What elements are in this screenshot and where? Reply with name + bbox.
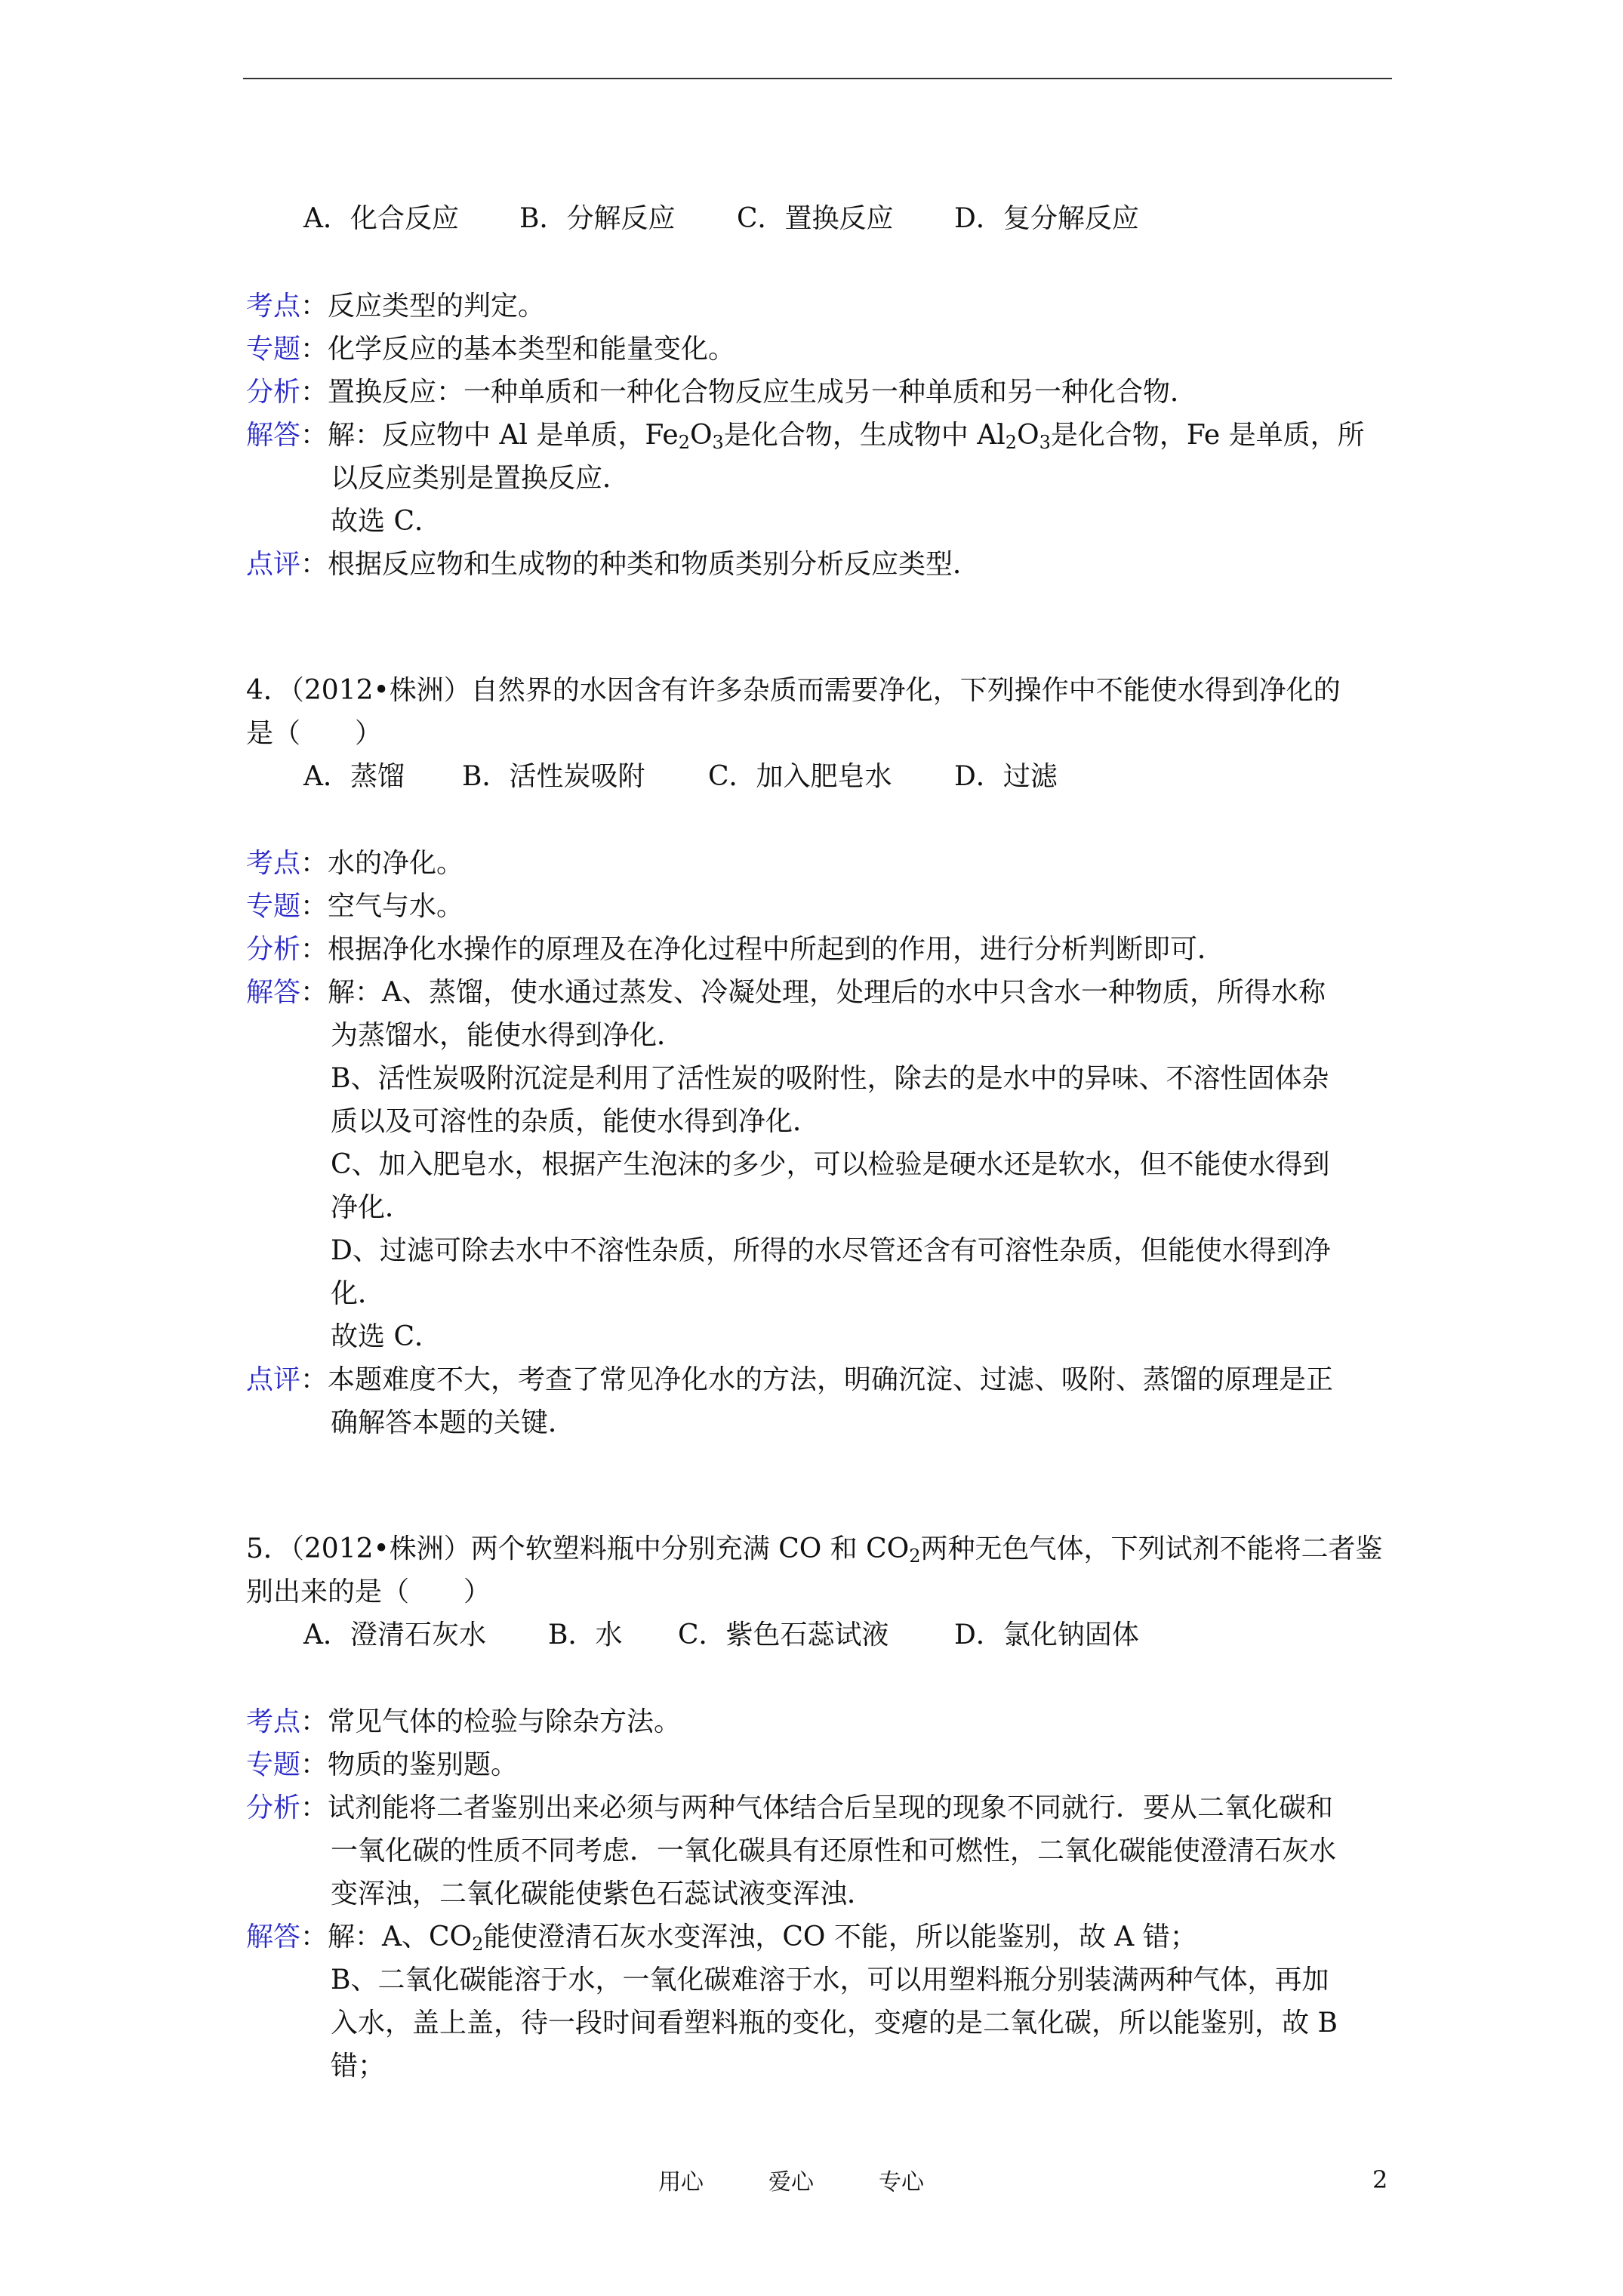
q5-option-a: A．澄清石灰水: [303, 1620, 486, 1650]
q4-dianping-line-2: 确解答本题的关键．: [331, 1407, 576, 1438]
q3-dianping: 点评：根据反应物和生成物的种类和物质类别分析反应类型．: [246, 549, 981, 580]
q5-fenxi-line-3: 变浑浊，二氧化碳能使紫色石蕊试液变浑浊．: [331, 1878, 875, 1909]
q4-stem-line-2: 是（ ）: [246, 718, 383, 749]
q3-zhuanti: 专题：化学反应的基本类型和能量变化。: [246, 334, 736, 365]
footer-item-2: 爱心: [768, 2169, 814, 2196]
q5-option-d: D．氯化钠固体: [954, 1620, 1139, 1650]
q5-zhuanti: 专题：物质的鉴别题。: [246, 1749, 519, 1780]
q4-jieda-line-3: B、活性炭吸附沉淀是利用了活性炭的吸附性，除去的是水中的异味、不溶性固体杂: [331, 1063, 1329, 1094]
fenxi-label: 分析: [246, 1792, 301, 1823]
q4-stem-line-1: 4．（2012•株洲）自然界的水因含有许多杂质而需要净化，下列操作中不能使水得到净化的: [246, 675, 1341, 706]
q3-fenxi: 分析：置换反应：一种单质和一种化合物反应生成另一种单质和另一种化合物．: [246, 377, 1198, 408]
q3-option-d: D．复分解反应: [954, 203, 1139, 234]
footer-item-3: 专心: [879, 2169, 924, 2196]
kaodian-label: 考点: [246, 848, 301, 879]
fenxi-label: 分析: [246, 377, 301, 408]
q5-jieda-line-4: 错；: [331, 2051, 386, 2082]
q4-dianping: 点评：本题难度不大，考查了常见净化水的方法，明确沉淀、过滤、吸附、蒸馏的原理是正: [246, 1364, 1334, 1395]
jieda-label: 解答: [246, 1922, 301, 1952]
q5-stem-line-1: 5．（2012•株洲）两个软塑料瓶中分别充满 CO 和 $CO_2$两种无色气体，下列试剂不能将二者鉴: [246, 1533, 1383, 1567]
q4-jieda-line-6: 净化．: [331, 1192, 413, 1223]
q4-jieda-line-4: 质以及可溶性的杂质，能使水得到净化．: [331, 1106, 821, 1137]
q5-option-b: B．水: [548, 1620, 623, 1650]
q4-option-a: A．蒸馏: [303, 761, 405, 792]
q4-jieda-line-7: D、过滤可除去水中不溶性杂质，所得的水尽管还含有可溶性杂质，但能使水得到净: [331, 1235, 1331, 1266]
q4-zhuanti: 专题：空气与水。: [246, 891, 464, 922]
q5-stem-line-2: 别出来的是（ ）: [246, 1576, 491, 1607]
fenxi-label: 分析: [246, 934, 301, 965]
header-rule: [243, 78, 1392, 79]
q4-jieda: 解答：解：A、蒸馏，使水通过蒸发、冷凝处理，处理后的水中只含水一种物质，所得水称: [246, 977, 1326, 1008]
q5-jieda: 解答：解：A、$CO_2$能使澄清石灰水变浑浊，CO 不能，所以能鉴别，故 A 错；: [246, 1922, 1197, 1955]
q4-option-c: C．加入肥皂水: [708, 761, 892, 792]
page-number: 2: [1372, 2165, 1388, 2194]
q4-kaodian: 考点：水的净化。: [246, 848, 464, 879]
q4-jieda-line-8: 化．: [331, 1278, 386, 1309]
zhuanti-label: 专题: [246, 334, 301, 365]
q5-fenxi: 分析：试剂能将二者鉴别出来必须与两种气体结合后呈现的现象不同就行．要从二氧化碳和: [246, 1792, 1334, 1823]
q5-jieda-line-3: 入水，盖上盖，待一段时间看塑料瓶的变化，变瘪的是二氧化碳，所以能鉴别，故 B: [331, 2008, 1338, 2039]
jieda-label: 解答: [246, 977, 301, 1008]
q3-option-c: C．置换反应: [737, 203, 894, 234]
q3-kaodian: 考点：反应类型的判定。: [246, 291, 546, 322]
q4-option-d: D．过滤: [954, 761, 1058, 792]
q4-jieda-line-5: C、加入肥皂水，根据产生泡沫的多少，可以检验是硬水还是软水，但不能使水得到: [331, 1149, 1330, 1180]
q3-jieda-line-2: 以反应类别是置换反应．: [331, 463, 630, 494]
kaodian-label: 考点: [246, 1706, 301, 1737]
dianping-label: 点评: [246, 549, 301, 580]
q5-fenxi-line-2: 一氧化碳的性质不同考虑．一氧化碳具有还原性和可燃性，二氧化碳能使澄清石灰水: [331, 1835, 1337, 1866]
kaodian-label: 考点: [246, 291, 301, 322]
q3-jieda-line-3: 故选 C．: [331, 506, 442, 537]
q5-jieda-line-2: B、二氧化碳能溶于水，一氧化碳难溶于水，可以用塑料瓶分别装满两种气体，再加: [331, 1965, 1329, 1996]
q5-kaodian: 考点：常见气体的检验与除杂方法。: [246, 1706, 682, 1737]
q4-fenxi: 分析：根据净化水操作的原理及在净化过程中所起到的作用，进行分析判断即可．: [246, 934, 1225, 965]
q3-jieda: 解答：解：反应物中 Al 是单质，$Fe_2O_3$是化合物，生成物中 $Al_2O_3$是化合物，Fe 是单质，所: [246, 420, 1365, 453]
q5-option-c: C．紫色石蕊试液: [678, 1620, 889, 1650]
dianping-label: 点评: [246, 1364, 301, 1395]
q4-option-b: B．活性炭吸附: [462, 761, 645, 792]
q3-option-a: A．化合反应: [303, 203, 459, 234]
zhuanti-label: 专题: [246, 1749, 301, 1780]
q4-jieda-line-9: 故选 C．: [331, 1321, 442, 1352]
q3-option-b: B．分解反应: [519, 203, 676, 234]
footer-item-1: 用心: [658, 2169, 704, 2196]
q4-jieda-line-2: 为蒸馏水，能使水得到净化．: [331, 1020, 685, 1051]
jieda-label: 解答: [246, 420, 301, 451]
zhuanti-label: 专题: [246, 891, 301, 922]
